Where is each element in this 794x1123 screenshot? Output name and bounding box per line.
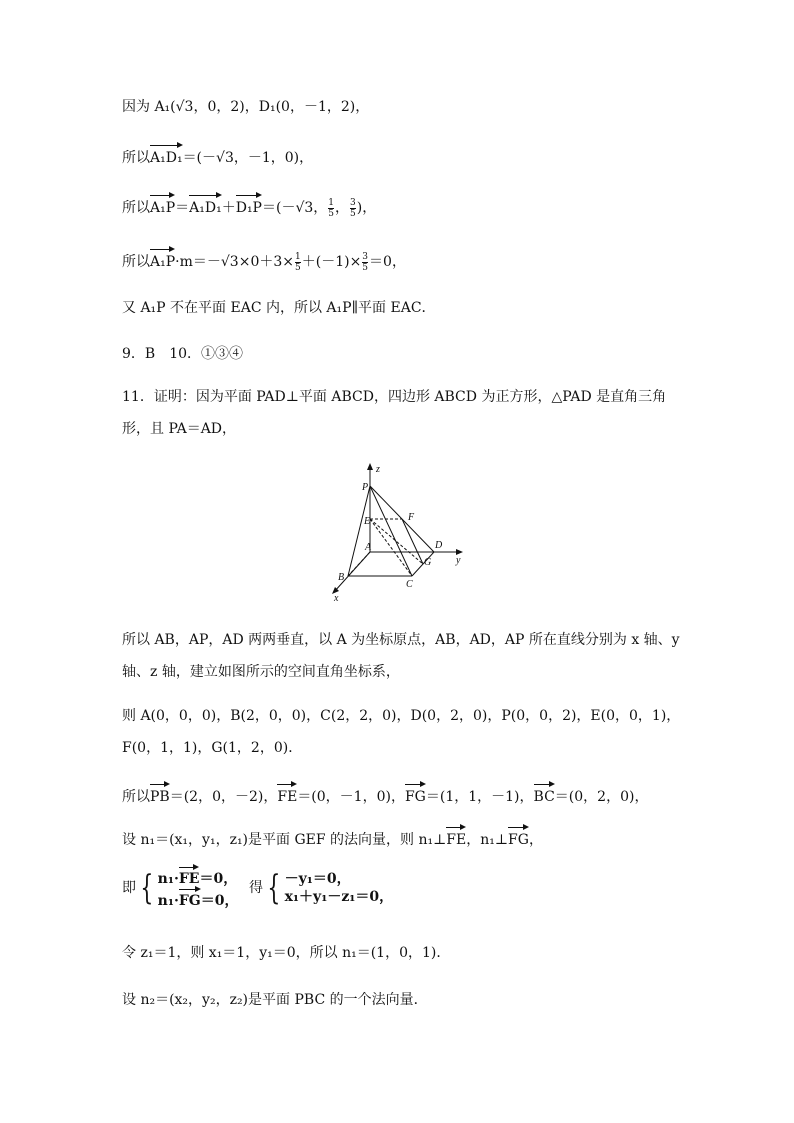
text: 即: [122, 880, 136, 896]
text: 所以: [122, 200, 150, 216]
line-n1-result: 令 z₁＝1，则 x₁＝1，y₁＝0，所以 n₁＝(1，0，1)．: [122, 945, 451, 961]
denominator: 5: [350, 208, 356, 219]
text: ，: [528, 832, 543, 848]
text: 设 n₁＝(x₁，y₁，z₁)是平面 GEF 的法向量，则 n₁⊥: [122, 832, 447, 848]
text: n₁·: [157, 893, 179, 909]
text: ＝(－√3，－1，0)，: [182, 150, 314, 166]
text: ＝0，: [200, 893, 239, 909]
denominator: 5: [295, 262, 301, 273]
numerator: 3: [362, 251, 369, 262]
line-coordinates: 则 A(0，0，0)，B(2，0，0)，C(2，2，0)，D(0，2，0)，P(0，0，2)，E(0，0，1)，F(0，1，1)，G(1，2，0)．: [122, 708, 681, 756]
system-2: [285, 870, 394, 906]
edge-pb: [348, 486, 370, 576]
left-brace: {: [140, 868, 154, 908]
segment-fg: [402, 519, 423, 564]
label-g: G: [424, 557, 432, 568]
text: ＝: [175, 200, 190, 216]
label-y: y: [456, 555, 461, 566]
segment-eg: [370, 519, 423, 564]
vector-fe: FE: [446, 826, 466, 850]
line-normal-n1: [122, 826, 543, 850]
label-b: B: [338, 572, 345, 583]
fraction: [328, 198, 334, 219]
vector-fg: FG: [508, 826, 529, 850]
numerator: 3: [350, 197, 356, 208]
line-points-a1-d1: 因为 A₁(√3，0，2)，D₁(0，－1，2)，: [122, 99, 370, 115]
vector-fg: FG: [179, 888, 201, 910]
line-dot-product: [122, 248, 406, 273]
text: ＝(0，－1，0)，: [297, 789, 405, 805]
label-c: C: [406, 579, 413, 590]
text: ，n₁⊥: [466, 832, 509, 848]
line-parallel-conclusion: 又 A₁P 不在平面 EAC 内，所以 A₁P∥平面 EAC．: [122, 300, 436, 316]
vector-fe: FE: [277, 783, 297, 807]
label-f: F: [408, 512, 415, 523]
label-x: x: [334, 593, 339, 602]
line-vector-a1p: [122, 194, 376, 219]
vector-fg: FG: [405, 783, 426, 807]
vector-a1p: A₁P: [150, 194, 175, 218]
text: 所以: [122, 150, 150, 166]
system-1: [158, 866, 239, 910]
row: [158, 866, 239, 888]
vector-bc: BC: [534, 783, 555, 807]
text: ＝(0，2，0)，: [554, 789, 649, 805]
row: x₁＋y₁－z₁＝0，: [284, 889, 394, 905]
text: )，: [356, 200, 377, 216]
vector-a1p: A₁P: [150, 248, 175, 272]
fraction: [295, 252, 301, 273]
edge-pc: [370, 486, 412, 576]
text: ＝(1，1，－1)，: [425, 789, 534, 805]
denominator: 5: [328, 208, 335, 219]
text: ＋: [221, 200, 236, 216]
text: 得: [248, 880, 263, 896]
coordinate-figure: [330, 462, 466, 602]
text: ·m＝－√3×0＋3×: [175, 254, 294, 270]
text: 所以: [122, 789, 150, 805]
fraction: [362, 252, 368, 273]
fraction: [350, 198, 356, 219]
label-a: A: [365, 542, 372, 553]
line-vector-a1d1: [122, 144, 313, 168]
denominator: 5: [362, 262, 369, 273]
label-d: D: [435, 540, 443, 551]
line-normal-n2: 设 n₂＝(x₂，y₂，z₂)是平面 PBC 的一个法向量．: [122, 992, 428, 1008]
text: ＋(－1)×: [301, 254, 362, 270]
numerator: 1: [295, 251, 301, 262]
text: ，: [335, 200, 350, 216]
label-e: E: [364, 516, 371, 527]
line-answers-9-10: 9．B 10．①③④: [122, 346, 244, 362]
line-problem-11-intro: 11．证明：因为平面 PAD⊥平面 ABCD，四边形 ABCD 为正方形，△PAD 是直角三角形，且 PA＝AD，: [122, 389, 667, 437]
line-vectors: [122, 783, 648, 807]
text: 所以: [122, 254, 150, 270]
vector-pb: PB: [150, 783, 170, 807]
z-arrowhead: [367, 463, 373, 470]
text: ＝(2，0，－2)，: [169, 789, 278, 805]
label-p: P: [362, 482, 369, 493]
row: [158, 888, 239, 910]
label-z: z: [376, 464, 380, 475]
text: ＝0，: [199, 871, 238, 887]
text: n₁·: [157, 871, 179, 887]
vector-a1d1: A₁D₁: [150, 144, 183, 168]
numerator: 1: [328, 197, 335, 208]
row: －y₁＝0，: [284, 871, 351, 887]
vector-a1d1: A₁D₁: [189, 194, 222, 218]
left-brace: {: [267, 868, 281, 908]
line-axes-setup: 所以 AB，AP，AD 两两垂直，以 A 为坐标原点，AB，AD，AP 所在直线分别为 x 轴、y 轴、z 轴，建立如图所示的空间直角坐标系，: [122, 632, 680, 680]
text: ＝(－√3，: [261, 200, 328, 216]
line-equation-system: [122, 866, 393, 910]
vector-d1p: D₁P: [236, 194, 262, 218]
vector-fe: FE: [179, 866, 200, 888]
text: ＝0，: [369, 254, 406, 270]
